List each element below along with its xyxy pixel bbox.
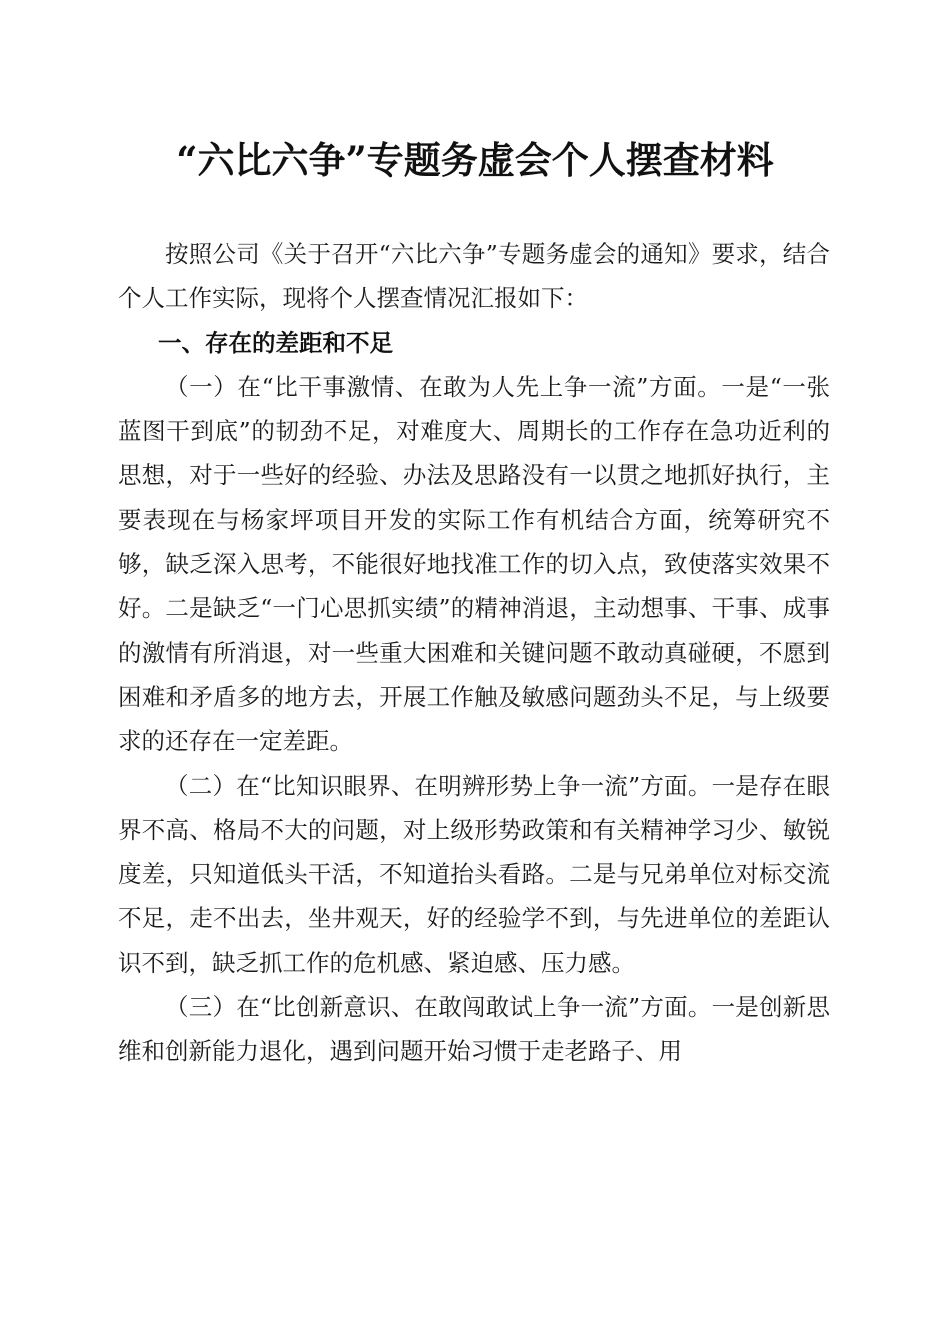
document-body — [118, 232, 830, 1074]
document-title: “六比六争”专题务虚会个人摆查材料 — [176, 138, 774, 182]
paragraph-1: （一）在“比干事激情、在敢为人先上争一流”方面。一是“一张蓝图干到底”的韧劲不足，对难度大、周期长的工作存在急功近利的思想，对于一些好的经验、办法及思路没有一以贯之地抓好执行，主要表现在与杨家坪项目开发的实际工作有机结合方面，统筹研究不够，缺乏深入思考，不能很好地找准工作的切入点，致使落实效果不好。二是缺乏“一门心思抓实绩”的精神消退，主动想事、干事、成事的激情有所消退，对一些重大困难和关键问题不敢动真碰硬，不愿到困难和矛盾多的地方去，开展工作触及敏感问题劲头不足，与上级要求的还存在一定差距。 — [118, 372, 830, 756]
paragraph-3: （三）在“比创新意识、在敢闯敢试上争一流”方面。一是创新思维和创新能力退化，遇到问题开始习惯于走老路子、用 — [118, 993, 830, 1066]
paragraph-2: （二）在“比知识眼界、在明辨形势上争一流”方面。一是存在眼界不高、格局不大的问题，对上级形势政策和有关精神学习少、敏锐度差，只知道低头干活，不知道抬头看路。二是与兄弟单位对标交流不足，走不出去，坐井观天，好的经验学不到，与先进单位的差距认识不到，缺乏抓工作的危机感、紧迫感、压力感。 — [118, 771, 830, 977]
section-heading: 一、存在的差距和不足 — [158, 328, 393, 357]
intro-paragraph: 按照公司《关于召开“六比六争”专题务虚会的通知》要求，结合个人工作实际，现将个人摆查情况汇报如下： — [118, 240, 830, 313]
